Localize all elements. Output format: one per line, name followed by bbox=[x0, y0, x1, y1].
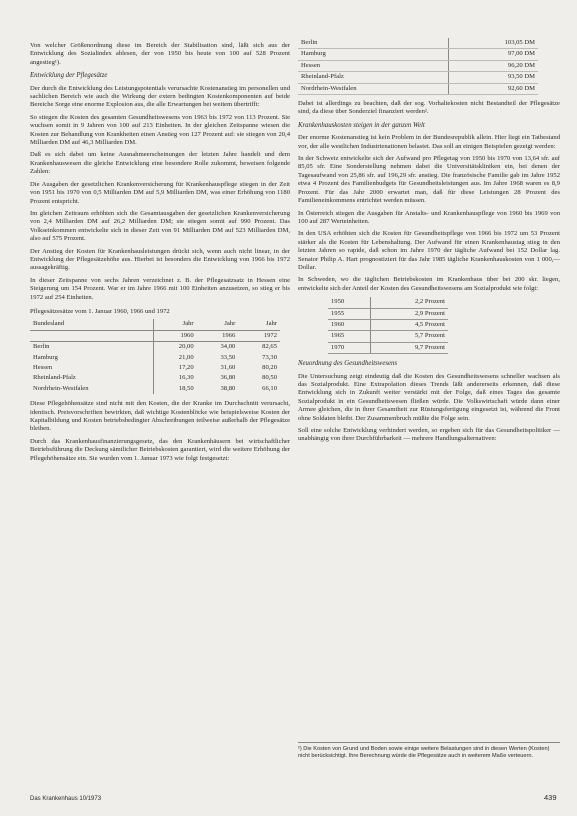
paragraph: Im gleichen Zeitraum erhöhten sich die Gesamtausgaben der gesetzlichen Krankenversicherung von 2,4 Milliarden DM auf 26,2 Milliarden DM; sie stiegen somit auf 990 Prozent. Das Volkseinkommen entwickelte sich in dieser Zeit von 91 Milliarden DM auf 523 Milliarden DM, also auf 575 Prozent. bbox=[30, 209, 290, 243]
table-row: 1960 4,5 Prozent bbox=[328, 319, 448, 330]
table-row: Rheinland-Pfalz 16,30 36,80 80,50 bbox=[30, 373, 280, 383]
table-row: Hessen 17,20 31,60 80,20 bbox=[30, 363, 280, 373]
paragraph: Durch das Krankenhausfinanzierungsgesetz, das den Krankenhäusern bei wirtschaftlicher Betriebsführung die Deckung sämtlicher Betriebskosten garantiert, wird die weitere Erhöhung der Pflegehöhensätze ein. Sie wurden vom 1. Januar 1973 wie folgt festgesetzt: bbox=[30, 437, 290, 462]
section-heading: Entwicklung der Pflegesätze bbox=[30, 72, 108, 80]
page-number: 439 bbox=[544, 793, 557, 802]
paragraph: In der Schweiz entwickelte sich der Aufwand pro Pflegetag von 1950 bis 1970 von 13,64 sfr. auf 85,05 sfr. Eine Sonderstellung nehmen dabei die Universitätskliniken ein, bei denen der Tagesaufwand von 25,86 sfr. auf 196,29 sfr. anstieg. Die französische Familie gab im Jahre 1952 etwa 4 Prozent des Familienbudgets für Gesundheitsleistungen aus. Im Jahre 1968 waren es 8,9 Prozent. Für das Jahr 2000 erwartet man, daß für diese Leistungen 28 Prozent des Familieneinkommens entrichtet werden müssen. bbox=[298, 155, 560, 205]
year-1972: 1972 bbox=[238, 330, 280, 341]
table-row: 1970 9,7 Prozent bbox=[328, 342, 448, 353]
year-1966: 1966 bbox=[197, 330, 239, 341]
paragraph: Die Ausgaben der gesetzlichen Krankenversicherung für Krankenhauspflege stiegen in der Zeit von 1951 bis 1970 von 0,5 Milliarden DM auf 5,9 Milliarden DM, was einer Erhöhung von 1180 Prozent entspricht. bbox=[30, 180, 290, 205]
table-row: Nordrhein-Westfalen 92,60 DM bbox=[298, 83, 538, 94]
header-year: Jahr bbox=[154, 319, 197, 330]
section-heading: Krankenhauskosten steigen in der ganzen Welt bbox=[298, 121, 425, 129]
table-row: Hamburg 97,00 DM bbox=[298, 49, 538, 60]
journal-footer: Das Krankenhaus 10/1973 bbox=[30, 796, 102, 802]
table-row: Hamburg 21,00 33,50 73,30 bbox=[30, 353, 280, 363]
header-year: Jahr bbox=[197, 319, 239, 330]
section-heading: Neuordnung des Gesundheitswesens bbox=[298, 360, 398, 368]
paragraph: Von welcher Größenordnung diese im Bereich der Stabilisation sind, läßt sich aus der Entwicklung des Sozialindex ablesen, der von 1950 bis heute von 100 auf 528 Prozent angestieg¹). bbox=[30, 42, 290, 66]
header-year: Jahr bbox=[238, 319, 280, 330]
table-row: 1965 5,7 Prozent bbox=[328, 331, 448, 342]
paragraph: Soll eine solche Entwicklung verhindert werden, so ergeben sich für das Gesundheitspolitiker — unabhängig von ihrer Durchführbarkeit — mehrere Handlungsalternativen: bbox=[298, 427, 560, 443]
table-row: 1955 2,9 Prozent bbox=[328, 308, 448, 319]
right-column bbox=[298, 38, 560, 448]
table-row: Berlin 20,00 34,00 82,65 bbox=[30, 342, 280, 353]
paragraph: Dabei ist allerdings zu beachten, daß der sog. Vorhaltekosten nicht Bestandteil der Pflegesätze sind, da diese über Sonderziel finanziert werden². bbox=[298, 100, 560, 116]
table-row: Hessen 96,20 DM bbox=[298, 60, 538, 71]
paragraph: Daß es sich dabei um keine Ausnahmeerscheinungen der letzten Jahre handelt und dem Krankenhauswesen die gleiche Entwicklung eine besondere Rolle zukommt, beweisen folgende Zahlen: bbox=[30, 151, 290, 176]
table-row: Berlin 103,05 DM bbox=[298, 38, 538, 49]
paragraph: So stiegen die Kosten des gesamten Gesundheitswesens von 1963 bis 1972 von 113 Prozent. Sie wuchsen somit in 9 Jahren von 100 auf 213 Einheiten. In der gleichen Zeitspanne wiesen die Kosten zur Behandlung von Krankheiten einen Anstieg von 127 Prozent auf: sie stiegen von 20,4 Milliarden DM auf 46,3 Milliarden DM. bbox=[30, 113, 290, 147]
rates-1973-table bbox=[298, 38, 538, 95]
table-row: 1950 2,2 Prozent bbox=[328, 297, 448, 308]
table-row: Nordrhein-Westfalen 18,50 38,80 66,10 bbox=[30, 384, 280, 394]
paragraph: In dieser Zeitspanne von sechs Jahren verzeichnet z. B. der Pflegesatzsatz in Hessen eine Steigerung um 154 Prozent. War er im Jahre 1966 mit 100 Einheiten anzusetzen, so stieg er bis 1972 auf 254 Einheiten. bbox=[30, 276, 290, 301]
paragraph: Der Anstieg der Kosten für Krankenhausleistungen drückt sich, wenn auch nicht linear, in der Entwicklung der Pflegesätzehöhe aus. Hierbei ist besonders die Entwicklung von 1966 bis 1972 aussagekräftig. bbox=[30, 247, 290, 272]
table-caption: Pflegesätzesätze vom 1. Januar 1960, 1966 und 1972 bbox=[30, 307, 170, 315]
paragraph: Diese Pflegehöhensätze sind nicht mit den Kosten, die der Kranke im Durchschnitt verursacht, identisch. Preisvorschriften bewirkten, daß wichtige Kostenblöcke wie beispielsweise Kosten der Kapitalbildung und Kosten betriebsbedingter Abschreibungen teilweise außerhalb der Pflegesätze bleiben. bbox=[30, 400, 290, 433]
year-1960: 1960 bbox=[154, 330, 197, 341]
paragraph: In Schweden, wo die täglichen Betriebskosten im Krankenhaus über bei 200 skr. liegen, entwickelte sich der Anteil der Kosten des Gesundheitswesens am Sozialprodukt wie folgt: bbox=[298, 276, 560, 292]
paragraph: In Österreich stiegen die Ausgaben für Anstalts- und Krankenhauspflege von 1960 bis 1969 von 100 auf 287 Werteinheiten. bbox=[298, 209, 560, 225]
paragraph: Die Untersuchung zeigt eindeutig daß die Kosten des Gesundheitswesens schneller wachsen als das Sozialprodukt. Eine Extrapolation dieses Trends läßt andererseits erkennen, daß diese Entwicklung sich in Zukunft weiter verstärkt mit der Folge, daß eines Tages das gesamte Sozialprodukt in ein Gesundheitswesen fließen würde. Die Volkswirtschaft würde dann einer Armee gleichen, die in ihrer Gesamtheit zur Rüstungsfertigung eingesetzt ist, während die Front ohne Soldaten bleibt. Der Zusammenbruch müßte die Folge sein. bbox=[298, 372, 560, 422]
header-state: Bundesland bbox=[30, 319, 154, 330]
sweden-share-table bbox=[328, 297, 448, 354]
paragraph: In den USA erhöhten sich die Kosten für Gesundheitspflege von 1966 bis 1972 um 53 Prozent stärker als die Kosten für Lebenshaltung. Der Aufwand für einen Krankenhaustag stieg in den letzten Jahren so rapide, daß schon im Jahre 1970 der tägliche Aufwand bei 152 Dollar lag. Senator Philip A. Hart prognostiziert für das Jahr 1985 tägliche Krankenhauskosten von 1 000,— Dollar. bbox=[298, 230, 560, 271]
footnote: ²) Die Kosten von Grund und Boden sowie einige weitere Belastungen sind in diesen Werten (Kosten) nicht berücksichtigt. Ihre Berechnung würde die Pflegesätze auch in weiterem Maße verteuern. bbox=[298, 742, 560, 760]
paragraph: Der enorme Kostenanstieg ist kein Problem in der Bundesrepublik allein. Hier liegt ein Tatbestand vor, der alle westlichen Industrienationen belastet. Das soll an einigen Beispielen gezeigt werden: bbox=[298, 134, 560, 150]
paragraph: Der durch die Entwicklung des Leistungspotentials verursachte Kostenanstieg im personellen und sachlichen Bereich wie auch die Wirkung der extern bedingten Kostenkomponenten auf beide Bereiche Sorge eine enorme Explosion aus, die alle Erwartungen bei weitem übertrifft: bbox=[30, 84, 290, 109]
nursing-rate-table bbox=[30, 319, 280, 394]
left-column bbox=[30, 42, 290, 467]
table-row: Rheinland-Pfalz 93,50 DM bbox=[298, 72, 538, 83]
